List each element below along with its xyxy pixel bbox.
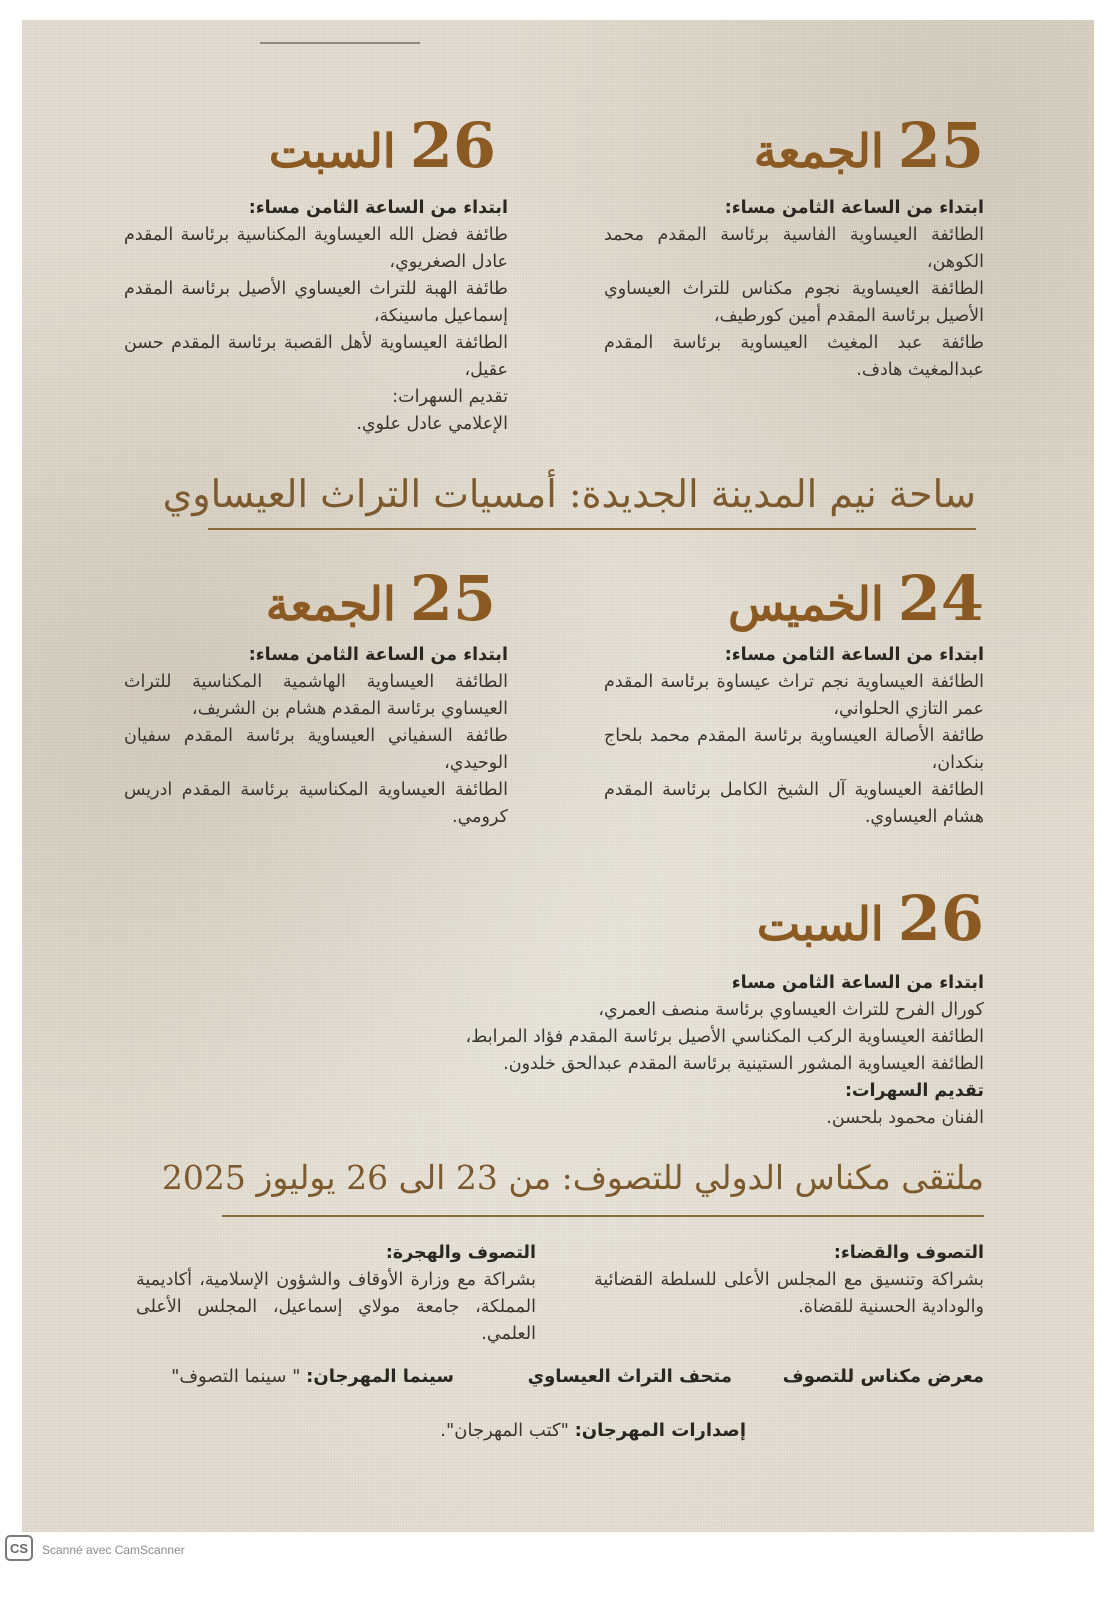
- program-thursday-24: [604, 642, 984, 831]
- troupe-line: الطائفة العيساوية الهاشمية المكناسية للتراث العيساوي برئاسة المقدم هشام بن الشريف،: [124, 672, 508, 719]
- troupe-line: طائفة الهبة للتراث العيساوي الأصيل برئاسة المقدم إسماعيل ماسينكة،: [124, 279, 508, 326]
- museum-text: متحف التراث العيساوي: [527, 1366, 732, 1387]
- day-heading-saturday-26-b: [756, 882, 984, 955]
- poster-sheet: [22, 20, 1094, 1532]
- presenter-name: الإعلامي عادل علوي.: [356, 414, 508, 434]
- day-heading-saturday-26: [268, 109, 496, 182]
- program-friday-25: [604, 195, 984, 384]
- camscanner-logo: CS: [5, 1535, 33, 1561]
- presenters-label: تقديم السهرات:: [392, 387, 508, 407]
- decorative-mark: [260, 42, 420, 44]
- sufism-migration: [136, 1240, 536, 1348]
- troupe-line: الطائفة العيساوية لأهل القصبة برئاسة المقدم حسن عقيل،: [124, 333, 508, 380]
- sufism-judiciary: [594, 1240, 984, 1321]
- presenter-name: الفنان محمود بلحسن.: [826, 1108, 984, 1128]
- topic-text: بشراكة مع وزارة الأوقاف والشؤون الإسلامية، أكاديمية المملكة، جامعة مولاي إسماعيل، المجلس الأعلى العلمي.: [136, 1270, 536, 1344]
- troupe-line: الطائفة العيساوية نجوم مكناس للتراث العيساوي الأصيل برئاسة المقدم أمين كورطيف،: [604, 279, 984, 326]
- day-heading-thursday-24: [728, 562, 984, 635]
- start-time: ابتداء من الساعة الثامن مساء:: [724, 645, 984, 665]
- day-name: الجمعة: [265, 577, 396, 631]
- day-number: 26: [409, 109, 496, 182]
- section-title-sufism-meeting: ملتقى مكناس الدولي للتصوف: من 23 الى 26 يوليوز 2025: [161, 1158, 984, 1197]
- troupe-line: الطائفة العيساوية المشور الستينية برئاسة المقدم عبدالحق خلدون.: [503, 1054, 984, 1074]
- day-number: 25: [409, 562, 496, 635]
- troupe-line: الطائفة العيساوية الفاسية برئاسة المقدم محمد الكوهن،: [604, 225, 984, 272]
- day-name: السبت: [268, 124, 396, 178]
- program-saturday-26: [124, 195, 508, 438]
- cinema-label: سينما المهرجان:: [306, 1366, 454, 1387]
- cinema-line: [171, 1366, 454, 1387]
- troupe-line: طائفة فضل الله العيساوية المكناسية برئاسة المقدم عادل الصغريوي،: [124, 225, 508, 272]
- museum-label: [528, 1366, 732, 1387]
- topic-heading: التصوف والقضاء:: [833, 1243, 984, 1263]
- day-name: السبت: [756, 897, 884, 951]
- day-number: 26: [897, 882, 984, 955]
- day-heading-friday-25: [265, 562, 496, 635]
- topic-text: بشراكة وتنسيق مع المجلس الأعلى للسلطة القضائية والودادية الحسنية للقضاة.: [594, 1270, 984, 1317]
- start-time: ابتداء من الساعة الثامن مساء: [731, 973, 984, 993]
- program-saturday-26-b: [384, 970, 984, 1132]
- troupe-line: الطائفة العيساوية المكناسية برئاسة المقدم ادريس كرومي.: [124, 780, 508, 827]
- troupe-line: طائفة السفياني العيساوية برئاسة المقدم سفيان الوحيدي،: [124, 726, 508, 773]
- day-number: 24: [897, 562, 984, 635]
- day-heading-friday-25: [753, 109, 984, 182]
- publications-label: إصدارات المهرجان:: [574, 1420, 746, 1441]
- day-number: 25: [897, 109, 984, 182]
- start-time: ابتداء من الساعة الثامن مساء:: [248, 198, 508, 218]
- topic-heading: التصوف والهجرة:: [385, 1243, 536, 1263]
- publications-line: [440, 1420, 746, 1441]
- day-name: الخميس: [728, 577, 884, 631]
- presenters-label: تقديم السهرات:: [844, 1081, 984, 1101]
- start-time: ابتداء من الساعة الثامن مساء:: [248, 645, 508, 665]
- cinema-value: " سينما التصوف": [171, 1366, 301, 1387]
- section-divider: [208, 528, 976, 530]
- camscanner-text: Scanné avec CamScanner: [42, 1543, 185, 1557]
- section-title-nim-square: ساحة نيم المدينة الجديدة: أمسيات التراث العيساوي: [162, 472, 976, 516]
- exhibition-text: معرض مكناس للتصوف: [782, 1366, 984, 1387]
- troupe-line: طائفة عبد المغيث العيساوية برئاسة المقدم عبدالمغيث هادف.: [604, 333, 984, 380]
- troupe-line: الطائفة العيساوية نجم تراث عيساوة برئاسة المقدم عمر التازي الحلواني،: [604, 672, 984, 719]
- program-friday-25-b: [124, 642, 508, 831]
- troupe-line: الطائفة العيساوية الركب المكناسي الأصيل برئاسة المقدم فؤاد المرابط،: [465, 1027, 984, 1047]
- day-name: الجمعة: [753, 124, 884, 178]
- troupe-line: كورال الفرح للتراث العيساوي برئاسة منصف العمري،: [598, 1000, 984, 1020]
- exhibition-label: [783, 1366, 984, 1387]
- troupe-line: طائفة الأصالة العيساوية برئاسة المقدم محمد بلحاج بنكدان،: [604, 726, 984, 773]
- troupe-line: الطائفة العيساوية آل الشيخ الكامل برئاسة المقدم هشام العيساوي.: [604, 780, 984, 827]
- start-time: ابتداء من الساعة الثامن مساء:: [724, 198, 984, 218]
- section-divider: [222, 1215, 984, 1217]
- publications-value: "كتب المهرجان".: [440, 1420, 569, 1441]
